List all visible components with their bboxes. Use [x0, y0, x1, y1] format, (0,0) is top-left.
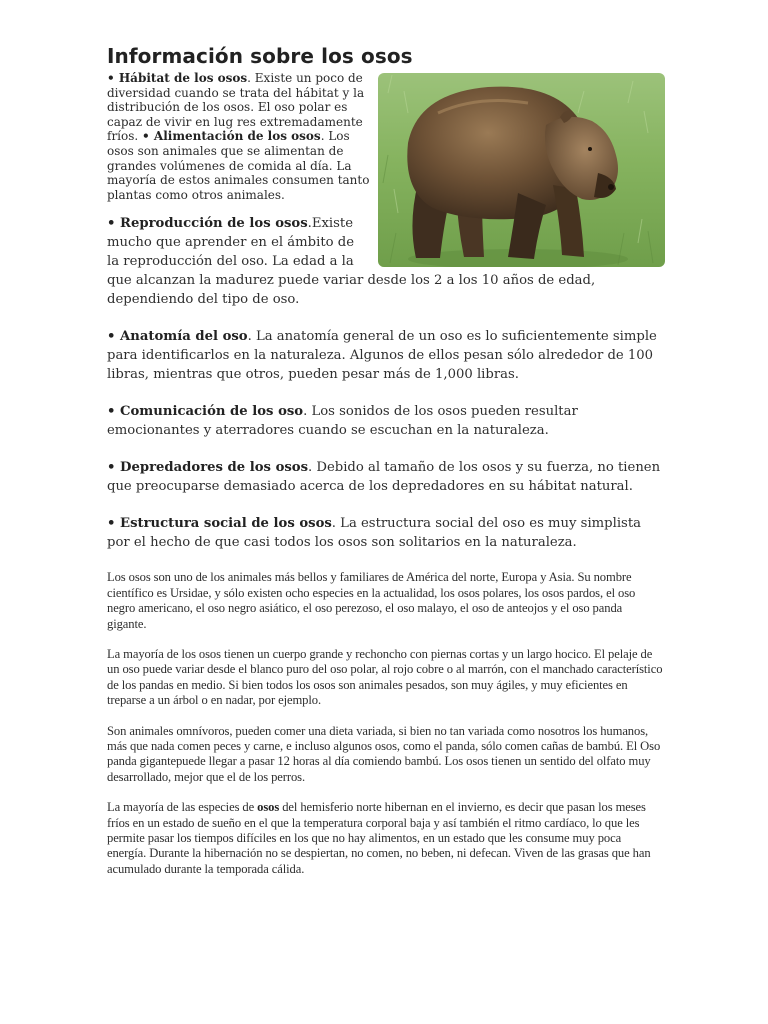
section-text: .Existe mucho que aprender en el ámbito de la reproducción del oso. La edad a la que alcanzan la madurez puede variar desde los 2 a los 10 años de edad, dependiendo del tipo de oso. — [107, 216, 596, 308]
section-heading: • Estructura social de los osos — [107, 516, 332, 532]
section-social-structure — [107, 514, 663, 552]
grizzly-bear-photo — [378, 73, 665, 267]
body-paragraph-2: La mayoría de los osos tienen un cuerpo grande y rechoncho con piernas cortas y un largo hocico. El pelaje de un oso puede variar desde el blanco puro del oso polar, al rojo cobre o al marrón, con el manchado característico de los pandas en medio. Si bien todos los osos son animales pesados, son muy ágiles, y muy eficientes en treparse a un árbol o en nadar, por ejemplo. — [107, 646, 663, 708]
body-paragraph-3: Son animales omnívoros, pueden comer una dieta variada, si bien no tan variada como nosotros los humanos, más que nada comen peces y carne, e incluso algunos osos, como el panda, sólo comen cañas de bambú. El Oso panda gigantepuede llegar a pasar 12 horas al día comiendo bambú. Los osos tienen un sentido del olfato muy desarrollado, mejor que el de los perros. — [107, 723, 661, 784]
bear-illustration — [378, 73, 665, 267]
section-heading: • Reproducción de los osos — [107, 216, 308, 232]
section-communication — [107, 402, 663, 440]
section-text: . La estructura social del oso es muy simplista por el hecho de que casi todos los osos son solitarios en la naturaleza. — [107, 516, 641, 551]
section-heading: • Anatomía del oso — [107, 329, 248, 345]
section-text: . La anatomía general de un oso es lo suficientemente simple para identificarlos en la naturaleza. Algunos de ellos pesan sólo alrededor de 100 libras, mientras que otros, pueden pesar más de 1,000 libras. — [107, 329, 657, 383]
section-predators — [107, 458, 663, 496]
section-anatomy — [107, 327, 663, 384]
body-paragraph-4 — [107, 800, 663, 877]
paragraph-text: La mayoría de las especies de — [107, 800, 258, 815]
section-text: . Los sonidos de los osos pueden resultar emocionantes y aterradores cuando se escuchan en la naturaleza. — [107, 404, 578, 439]
paragraph-text: del hemisferio norte hibernan en el invierno, es decir que pasan los meses fríos en un estado de sueño en el que la temperatura corporal baja y así también el ritmo cardíaco, lo que les permite pasar los tiempos difíciles en los que no hay alimentos, en un estado que les consume muy poca energía. Durante la hibernación no se despiertan, no comen, no beben, ni defecan. Viven de las grasas que han acumulado durante la temporada cálida. — [107, 800, 651, 876]
bold-word: osos — [257, 800, 280, 815]
food-heading: • Alimentación de los osos — [142, 129, 321, 144]
section-heading: • Comunicación de los oso — [107, 404, 304, 420]
body-paragraph-1: Los osos son uno de los animales más bellos y familiares de América del norte, Europa y Asia. Su nombre científico es Ursidae, y sólo existen ocho especies en la actualidad, los osos polares, los osos pardos, el oso negro americano, el oso negro asiático, el oso perezoso, el oso malayo, el oso de anteojos y el oso panda gigante. — [107, 570, 636, 631]
page-title: Información sobre los osos — [107, 44, 413, 68]
habitat-heading: • Hábitat de los osos — [107, 71, 248, 85]
habitat-text: . Existe un poco de diversidad cuando se trata del hábitat y la distribución de los osos. El oso polar es capaz de vivir en lug res extremadamente fríos. — [107, 71, 365, 144]
section-text: . Debido al tamaño de los osos y su fuerza, no tienen que preocuparse demasiado acerca de los depredadores en su hábitat natural. — [107, 460, 661, 495]
section-heading: • Depredadores de los osos — [107, 460, 309, 476]
food-text: . Los osos son animales que se alimentan de grandes volúmenes de comida al día. La mayoría de estos animales consumen tanto plantas como otros animales. — [107, 129, 370, 202]
document-page — [107, 44, 663, 892]
